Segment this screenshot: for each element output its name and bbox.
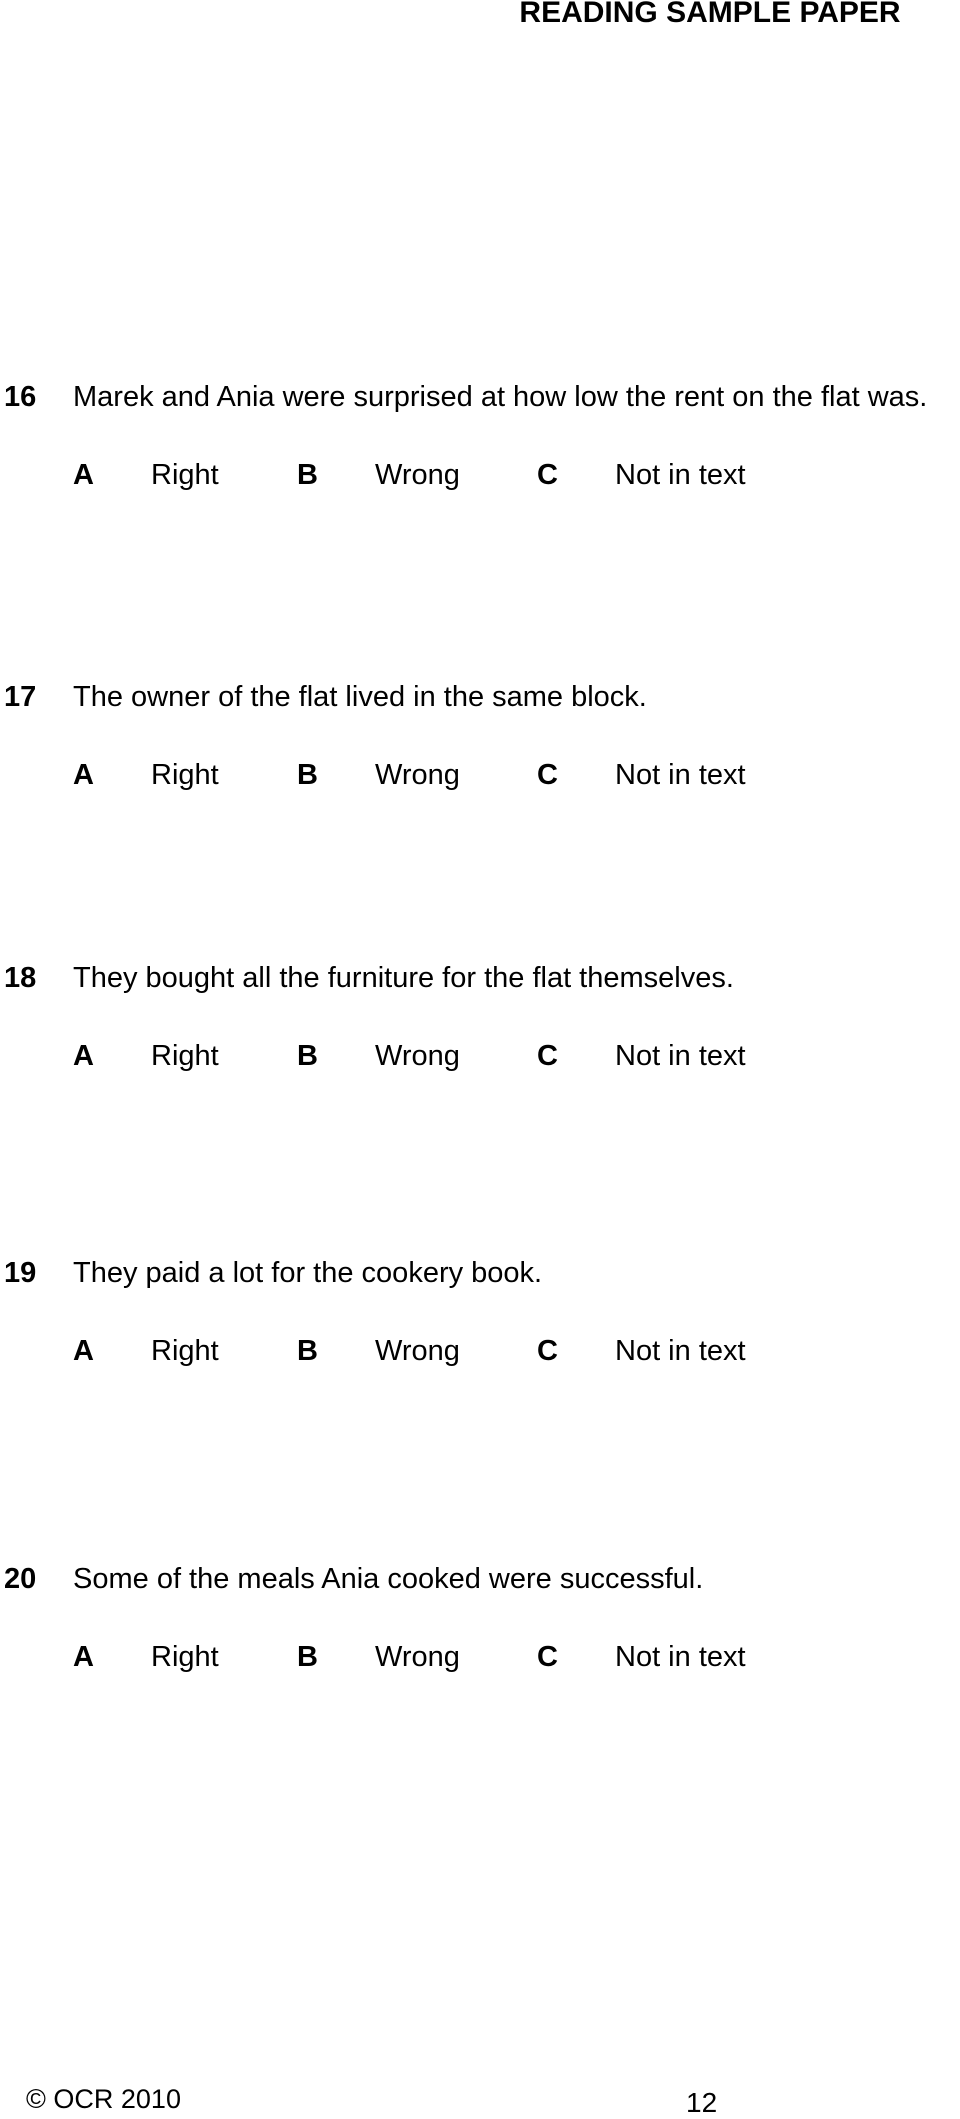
question-number: 16 (4, 381, 37, 413)
question-stem (0, 1559, 960, 1599)
option-c-letter[interactable]: C (537, 1335, 558, 1367)
option-c-label[interactable]: Not in text (615, 759, 746, 791)
question-stem (0, 377, 960, 417)
question-text: They bought all the furniture for the flat themselves. (73, 962, 734, 994)
option-b-label[interactable]: Wrong (375, 759, 460, 791)
option-c-letter[interactable]: C (537, 1641, 558, 1673)
option-c-letter[interactable]: C (537, 459, 558, 491)
paper-title: READING SAMPLE PAPER (519, 0, 901, 29)
option-c-letter[interactable]: C (537, 1040, 558, 1072)
question-number: 18 (4, 962, 37, 994)
option-a-letter[interactable]: A (73, 759, 94, 791)
option-b-letter[interactable]: B (297, 759, 318, 791)
question-text: Marek and Ania were surprised at how low the rent on the flat was. (73, 381, 928, 413)
answer-options (0, 755, 960, 795)
question-stem (0, 1253, 960, 1293)
option-a-label[interactable]: Right (151, 1040, 219, 1072)
option-a-label[interactable]: Right (151, 759, 219, 791)
option-a-label[interactable]: Right (151, 1335, 219, 1367)
option-c-label[interactable]: Not in text (615, 459, 746, 491)
option-b-letter[interactable]: B (297, 1641, 318, 1673)
option-c-label[interactable]: Not in text (615, 1040, 746, 1072)
option-a-label[interactable]: Right (151, 459, 219, 491)
question-number: 17 (4, 681, 37, 713)
question-text: The owner of the flat lived in the same block. (73, 681, 647, 713)
option-b-label[interactable]: Wrong (375, 1335, 460, 1367)
option-a-letter[interactable]: A (73, 1040, 94, 1072)
option-b-letter[interactable]: B (297, 1335, 318, 1367)
answer-options (0, 1637, 960, 1677)
option-b-label[interactable]: Wrong (375, 1040, 460, 1072)
copyright-notice: © OCR 2010 (26, 2084, 181, 2114)
answer-options (0, 455, 960, 495)
page-number: 12 (686, 2087, 718, 2118)
option-c-label[interactable]: Not in text (615, 1641, 746, 1673)
question-stem (0, 677, 960, 717)
question-stem (0, 958, 960, 998)
option-b-letter[interactable]: B (297, 459, 318, 491)
option-a-label[interactable]: Right (151, 1641, 219, 1673)
question-text: Some of the meals Ania cooked were successful. (73, 1563, 704, 1595)
option-b-letter[interactable]: B (297, 1040, 318, 1072)
question-text: They paid a lot for the cookery book. (73, 1257, 543, 1289)
question-number: 20 (4, 1563, 37, 1595)
answer-options (0, 1036, 960, 1076)
question-number: 19 (4, 1257, 37, 1289)
answer-options (0, 1331, 960, 1371)
option-b-label[interactable]: Wrong (375, 1641, 460, 1673)
option-a-letter[interactable]: A (73, 1335, 94, 1367)
option-b-label[interactable]: Wrong (375, 459, 460, 491)
option-a-letter[interactable]: A (73, 1641, 94, 1673)
option-a-letter[interactable]: A (73, 459, 94, 491)
option-c-letter[interactable]: C (537, 759, 558, 791)
option-c-label[interactable]: Not in text (615, 1335, 746, 1367)
